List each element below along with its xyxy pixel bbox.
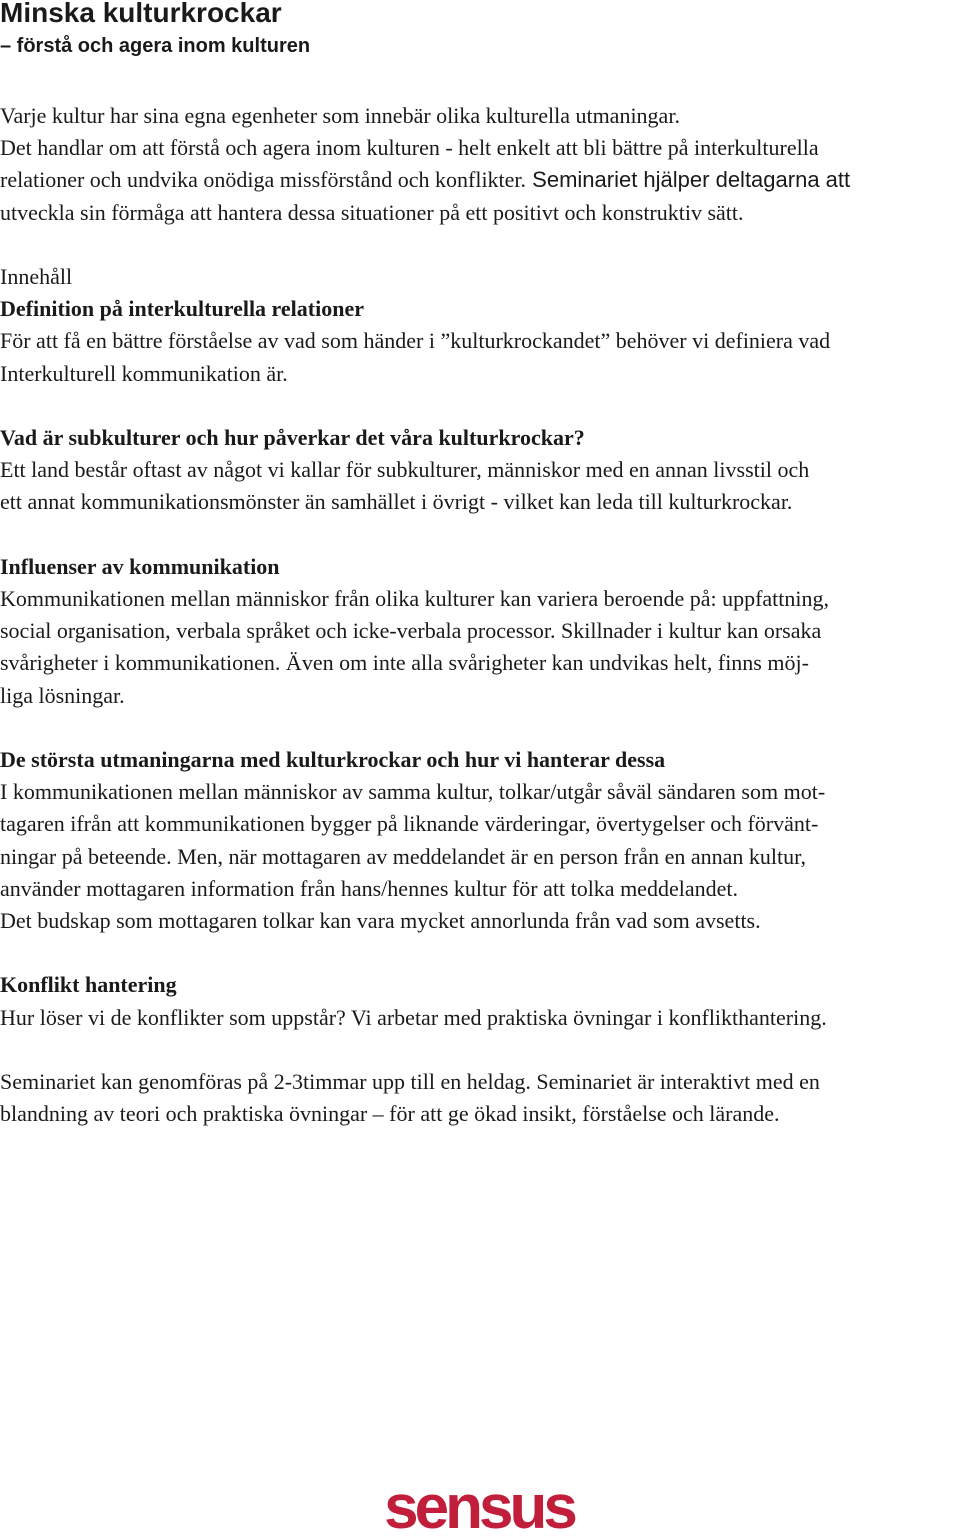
- intro-line-part: relationer och undvika onödiga missförstånd och konflikter.: [0, 167, 527, 193]
- section-line: ett annat kommunikationsmönster än samhället i övrigt - vilket kan leda till kulturkrockar.: [0, 489, 793, 515]
- section-line: Ett land består oftast av något vi kallar för subkulturer, människor med en annan livsstil och: [0, 457, 810, 483]
- sensus-logo-mark: [372, 1478, 586, 1536]
- section-line: tagaren ifrån att kommunikationen bygger på liknande värderingar, övertygelser och förvänt-: [0, 811, 819, 837]
- section-line: ningar på beteende. Men, när mottagaren av meddelandet är en person från en annan kultur,: [0, 843, 807, 869]
- section-heading: Konflikt hantering: [0, 972, 177, 998]
- section-paragraph: [0, 583, 960, 712]
- section-line: social organisation, verbala språket och icke-verbala processor. Skillnader i kultur kan orsaka: [0, 618, 822, 644]
- section-paragraph: [0, 325, 960, 389]
- section-heading: Definition på interkulturella relationer: [0, 296, 364, 322]
- section-paragraph: [0, 454, 960, 518]
- section-line: använder mottagaren information från hans/hennes kultur för att tolka meddelandet.: [0, 875, 738, 901]
- intro-line-part: Seminariet hjälper deltagarna att: [526, 167, 851, 193]
- page-title: Minska kulturkrockar: [0, 0, 282, 28]
- page-subtitle: – förstå och agera inom kulturen: [0, 35, 311, 57]
- sensus-logo-text: sensus: [384, 1478, 574, 1536]
- section-heading: De största utmaningarna med kulturkrockar och hur vi hanterar dessa: [0, 747, 666, 772]
- section-line: svårigheter i kommunikationen. Även om inte alla svårigheter kan undvikas helt, finns möj-: [0, 650, 809, 676]
- intro-line: Varje kultur har sina egna egenheter som innebär olika kulturella utmaningar.: [0, 103, 680, 128]
- section-line: Interkulturell kommunikation är.: [0, 360, 288, 386]
- intro-line: Det handlar om att förstå och agera inom kulturen - helt enkelt att bli bättre på interkulturella: [0, 135, 819, 161]
- closing-line: blandning av teori och praktiska övningar – för att ge ökad insikt, förståelse och lärande.: [0, 1101, 780, 1127]
- intro-paragraph: [0, 100, 960, 229]
- section-paragraph: [0, 1002, 960, 1034]
- section-line: Hur löser vi de konflikter som uppstår? Vi arbetar med praktiska övningar i konflikthantering.: [0, 1004, 827, 1030]
- section-line: I kommunikationen mellan människor av samma kultur, tolkar/utgår såväl sändaren som mot-: [0, 779, 826, 805]
- section-heading: Influenser av kommunikation: [0, 553, 280, 579]
- section-paragraph: [0, 776, 960, 937]
- intro-line: [0, 164, 960, 196]
- closing-paragraph: [0, 1066, 960, 1130]
- section-line: För att få en bättre förståelse av vad som händer i ”kulturkrockandet” behöver vi definiera vad: [0, 328, 831, 354]
- section-line: Det budskap som mottagaren tolkar kan vara mycket annorlunda från vad som avsetts.: [0, 908, 761, 934]
- intro-line: utveckla sin förmåga att hantera dessa situationer på ett positivt och konstruktiv sätt.: [0, 199, 744, 225]
- section-line: Kommunikationen mellan människor från olika kulturer kan variera beroende på: uppfattning,: [0, 586, 830, 611]
- contents-label: Innehåll: [0, 264, 73, 289]
- section-line: liga lösningar.: [0, 682, 125, 708]
- sensus-logo: [372, 1478, 586, 1536]
- section-heading: Vad är subkulturer och hur påverkar det våra kulturkrockar?: [0, 425, 585, 450]
- document-body: [0, 100, 960, 1130]
- closing-line: Seminariet kan genomföras på 2-3timmar upp till en heldag. Seminariet är interaktivt med en: [0, 1069, 820, 1094]
